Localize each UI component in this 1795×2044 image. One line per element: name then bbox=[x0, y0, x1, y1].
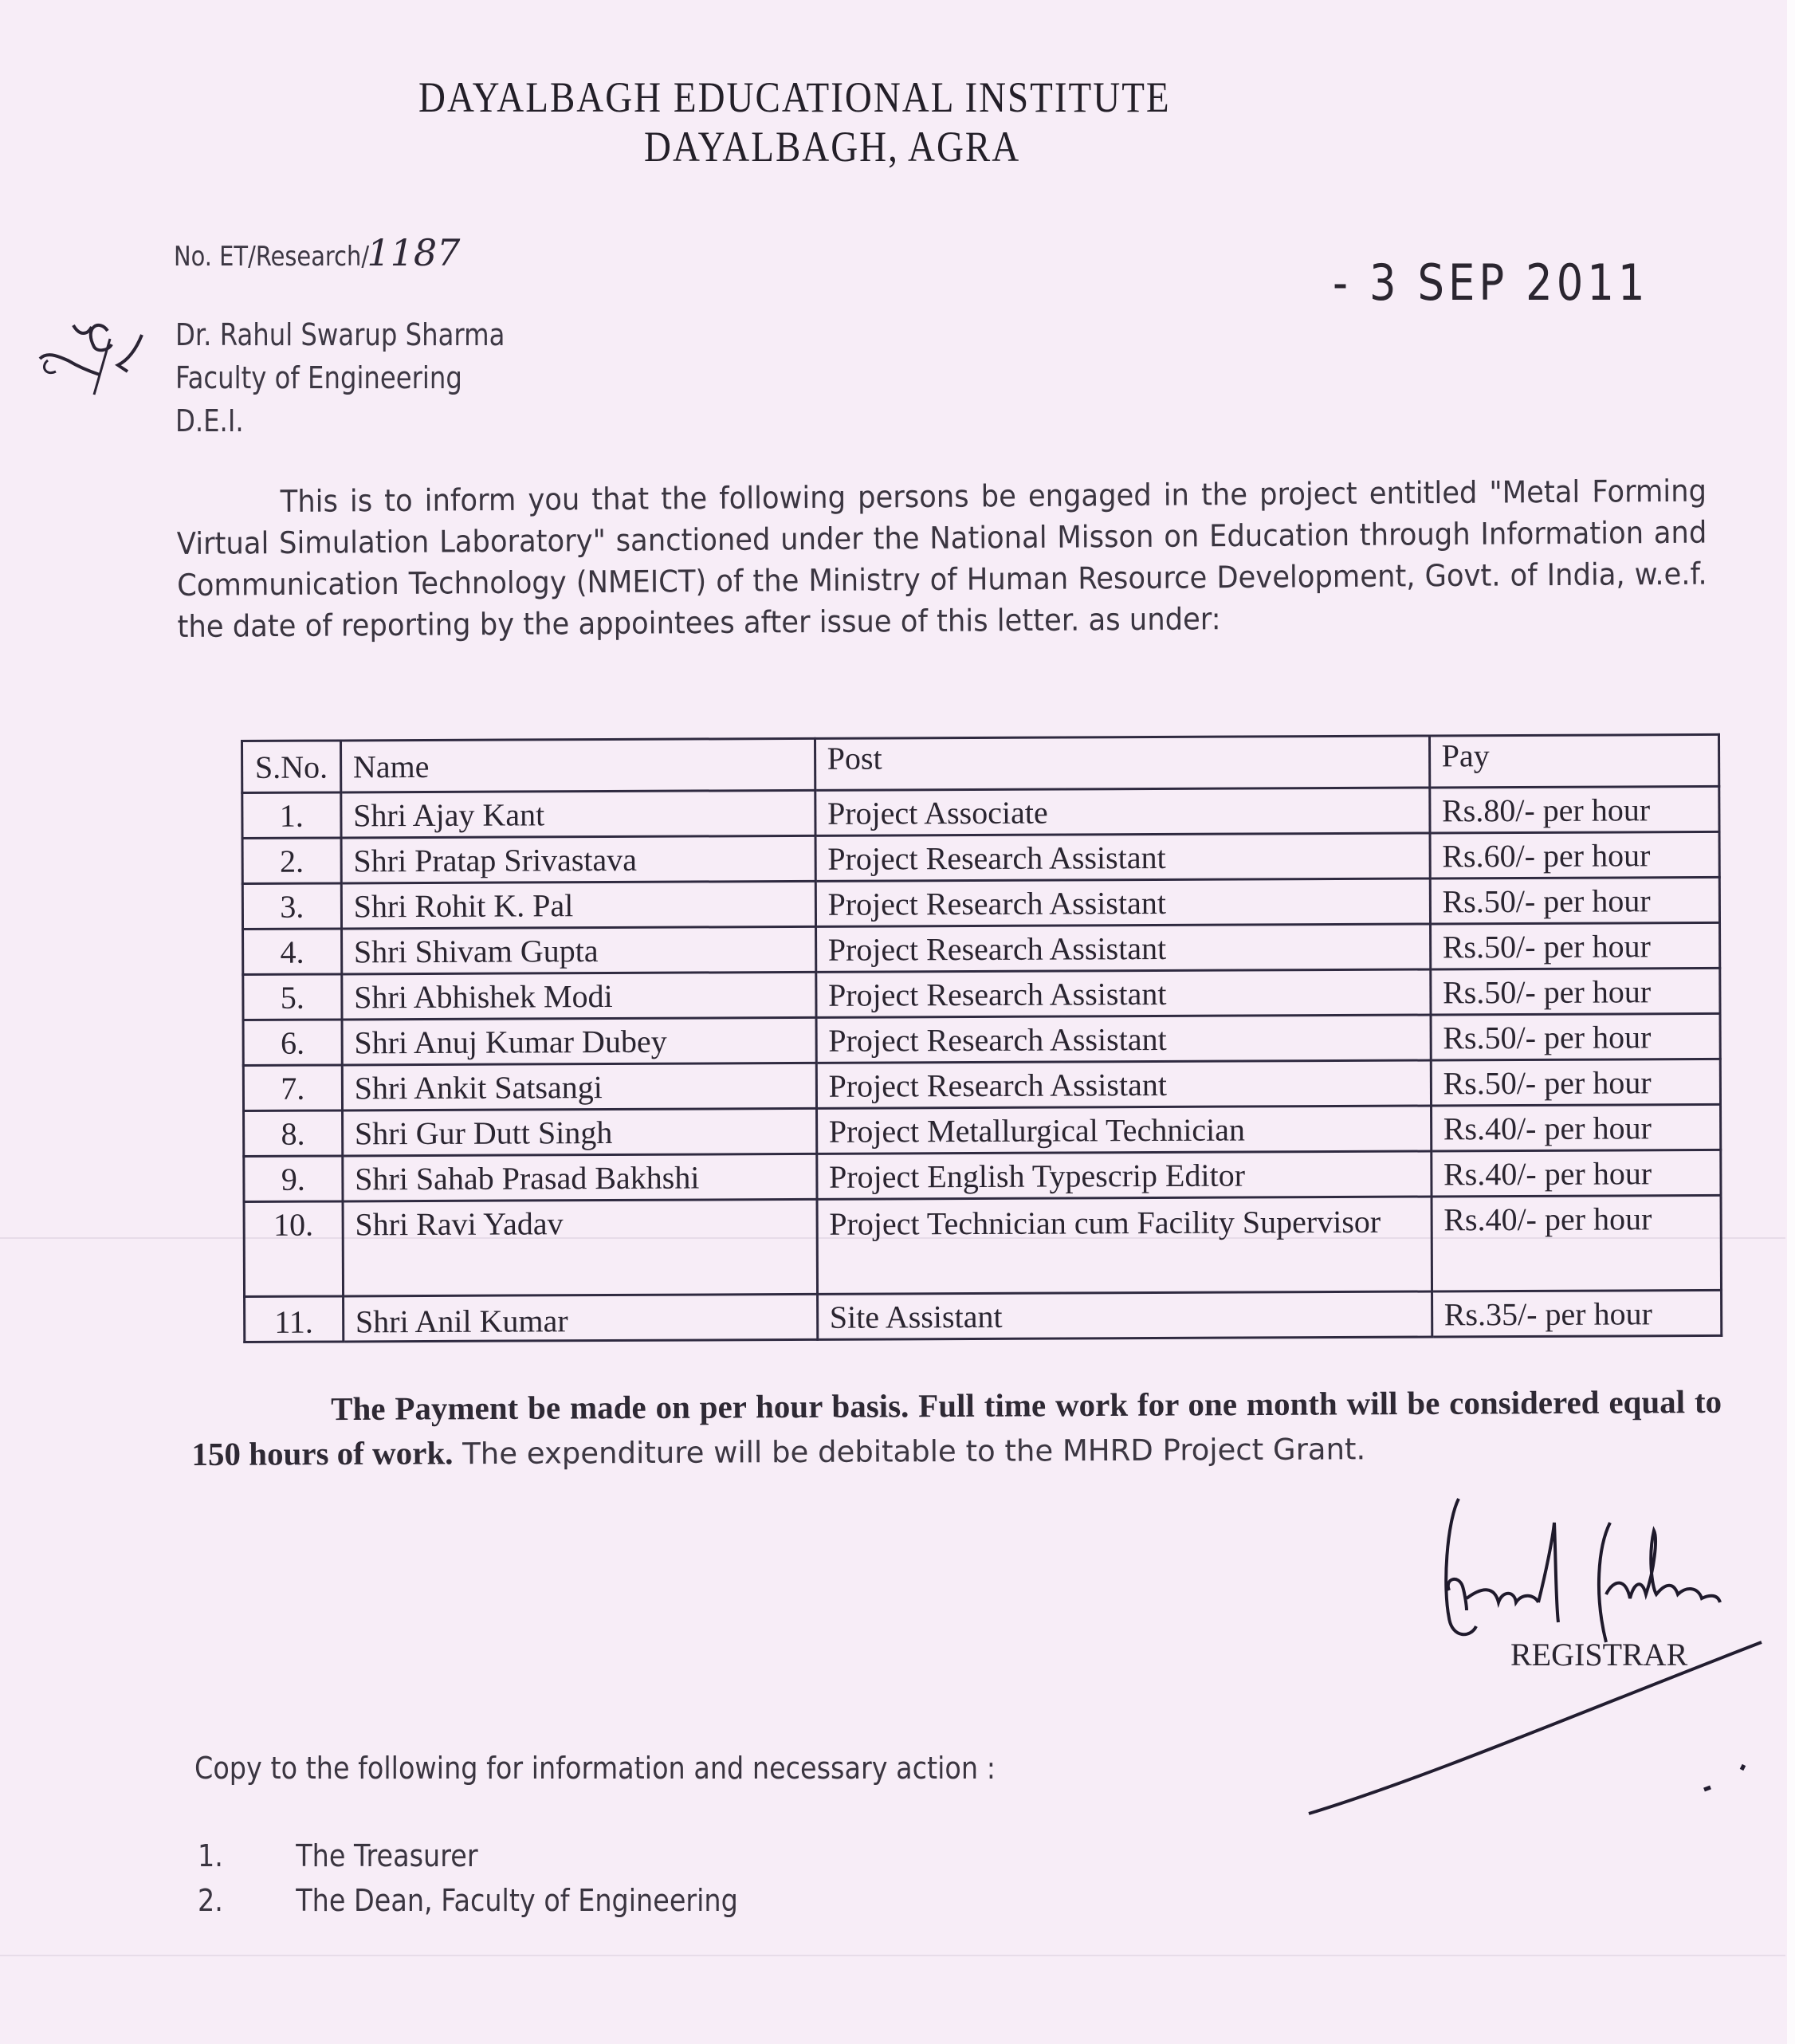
table-row bbox=[242, 831, 1719, 883]
column-header-post: Post bbox=[815, 736, 1429, 790]
cell-pay: Rs.40/- per hour bbox=[1432, 1195, 1722, 1291]
table-row bbox=[243, 1013, 1720, 1065]
cell-name: Shri Sahab Prasad Bakhshi bbox=[343, 1154, 817, 1201]
cell-sno: 1. bbox=[242, 792, 341, 839]
cell-post: Project Research Assistant bbox=[815, 833, 1430, 881]
cell-post: Project Research Assistant bbox=[816, 1060, 1431, 1108]
cell-pay: Rs.50/- per hour bbox=[1431, 1059, 1721, 1106]
column-header-sno: S.No. bbox=[242, 741, 341, 793]
payment-terms-regular: The expenditure will be debitable to the MHRD Project Grant. bbox=[453, 1432, 1366, 1472]
cell-name: Shri Ankit Satsangi bbox=[342, 1063, 816, 1110]
cell-name: Shri Pratap Srivastava bbox=[341, 835, 815, 883]
payment-terms-bold: The Payment be made on per hour basis. Full time work for one month will be considered equal to 150 hours of work. bbox=[191, 1382, 1722, 1472]
cell-post: Project Research Assistant bbox=[816, 1015, 1431, 1063]
signature-underline-stroke bbox=[1307, 1634, 1769, 1826]
reference-number bbox=[174, 231, 460, 274]
cell-pay: Rs.50/- per hour bbox=[1430, 877, 1720, 924]
cell-sno: 3. bbox=[242, 883, 341, 930]
cell-pay: Rs.50/- per hour bbox=[1431, 1013, 1721, 1060]
table-row bbox=[243, 968, 1720, 1020]
copy-to-heading: Copy to the following for information and necessary action : bbox=[194, 1751, 996, 1786]
reference-handwritten-number: 1187 bbox=[367, 231, 461, 274]
table-row bbox=[242, 877, 1719, 929]
payment-paragraph bbox=[191, 1379, 1722, 1478]
cell-sno: 10. bbox=[244, 1201, 343, 1297]
table-row bbox=[243, 1059, 1720, 1110]
copy-to-item bbox=[198, 1883, 738, 1918]
cell-pay: Rs.40/- per hour bbox=[1431, 1104, 1721, 1151]
column-header-pay: Pay bbox=[1429, 734, 1719, 788]
date-stamp: - 3 SEP 2011 bbox=[1333, 254, 1649, 312]
cell-sno: 2. bbox=[242, 838, 341, 884]
cell-sno: 7. bbox=[243, 1065, 342, 1111]
copy-to-item-text: The Dean, Faculty of Engineering bbox=[296, 1883, 738, 1918]
intro-paragraph bbox=[176, 470, 1707, 647]
reference-label: No. ET/Research/ bbox=[174, 241, 370, 273]
institute-location: DAYALBAGH, AGRA bbox=[644, 124, 1021, 171]
table-row bbox=[243, 922, 1720, 974]
table-header-row bbox=[242, 734, 1719, 792]
table-row bbox=[242, 786, 1719, 838]
cell-sno: 5. bbox=[243, 974, 342, 1020]
cell-name: Shri Ajay Kant bbox=[341, 790, 815, 838]
cell-sno: 9. bbox=[244, 1156, 343, 1202]
table-row bbox=[244, 1104, 1721, 1156]
cell-post: Project English Typescrip Editor bbox=[816, 1151, 1431, 1199]
cell-post: Project Technician cum Facility Supervisor bbox=[817, 1197, 1432, 1294]
cell-pay: Rs.50/- per hour bbox=[1430, 968, 1720, 1015]
copy-to-item-text: The Treasurer bbox=[296, 1838, 478, 1873]
cell-post: Project Research Assistant bbox=[815, 969, 1430, 1017]
margin-initials-icon bbox=[32, 295, 151, 399]
column-header-name: Name bbox=[340, 738, 815, 792]
cell-name: Shri Rohit K. Pal bbox=[341, 881, 815, 929]
addressee-institution: D.E.I. bbox=[175, 403, 244, 438]
cell-name: Shri Gur Dutt Singh bbox=[342, 1108, 816, 1156]
intro-paragraph-text: This is to inform you that the following persons be engaged in the project entitled "Metal Forming Virtual Simulation Laboratory" sanctioned under the National Misson on Education through Information and Communication Technology (NMEICT) of the Ministry of Human Resource Development, Govt. of India, w.e.f. the date of reporting by the appointees after issue of this letter. as under: bbox=[176, 473, 1707, 644]
institute-name: DAYALBAGH EDUCATIONAL INSTITUTE bbox=[418, 74, 1171, 122]
cell-name: Shri Ravi Yadav bbox=[343, 1199, 817, 1296]
cell-sno: 11. bbox=[245, 1296, 344, 1342]
paper-edge bbox=[1787, 0, 1795, 2044]
cell-name: Shri Abhishek Modi bbox=[342, 972, 816, 1020]
cell-pay: Rs.35/- per hour bbox=[1432, 1290, 1722, 1337]
cell-post: Project Metallurgical Technician bbox=[816, 1106, 1431, 1154]
addressee-department: Faculty of Engineering bbox=[175, 360, 462, 395]
cell-name: Shri Anuj Kumar Dubey bbox=[342, 1017, 816, 1065]
copy-to-item-number: 2. bbox=[198, 1883, 223, 1918]
cell-pay: Rs.40/- per hour bbox=[1431, 1150, 1721, 1197]
table-row bbox=[244, 1195, 1722, 1296]
cell-post: Project Research Assistant bbox=[815, 924, 1430, 972]
staff-appointment-table bbox=[241, 733, 1722, 1343]
cell-sno: 6. bbox=[243, 1020, 342, 1066]
copy-to-item bbox=[198, 1838, 478, 1873]
cell-sno: 4. bbox=[243, 929, 342, 975]
cell-post: Site Assistant bbox=[817, 1291, 1432, 1339]
cell-post: Project Associate bbox=[815, 788, 1429, 835]
signatory-designation: REGISTRAR bbox=[1510, 1637, 1688, 1673]
registrar-signature-icon bbox=[1427, 1491, 1762, 1650]
cell-pay: Rs.50/- per hour bbox=[1430, 922, 1720, 969]
cell-pay: Rs.80/- per hour bbox=[1429, 786, 1719, 833]
paper-fold-line bbox=[0, 1955, 1785, 1956]
cell-sno: 8. bbox=[244, 1110, 343, 1157]
cell-name: Shri Shivam Gupta bbox=[341, 926, 815, 974]
cell-name: Shri Anil Kumar bbox=[343, 1294, 817, 1342]
table-row bbox=[245, 1290, 1722, 1342]
table-row bbox=[244, 1150, 1721, 1201]
cell-post: Project Research Assistant bbox=[815, 879, 1430, 926]
addressee-name: Dr. Rahul Swarup Sharma bbox=[175, 317, 505, 352]
cell-pay: Rs.60/- per hour bbox=[1430, 831, 1720, 879]
copy-to-item-number: 1. bbox=[198, 1838, 223, 1873]
